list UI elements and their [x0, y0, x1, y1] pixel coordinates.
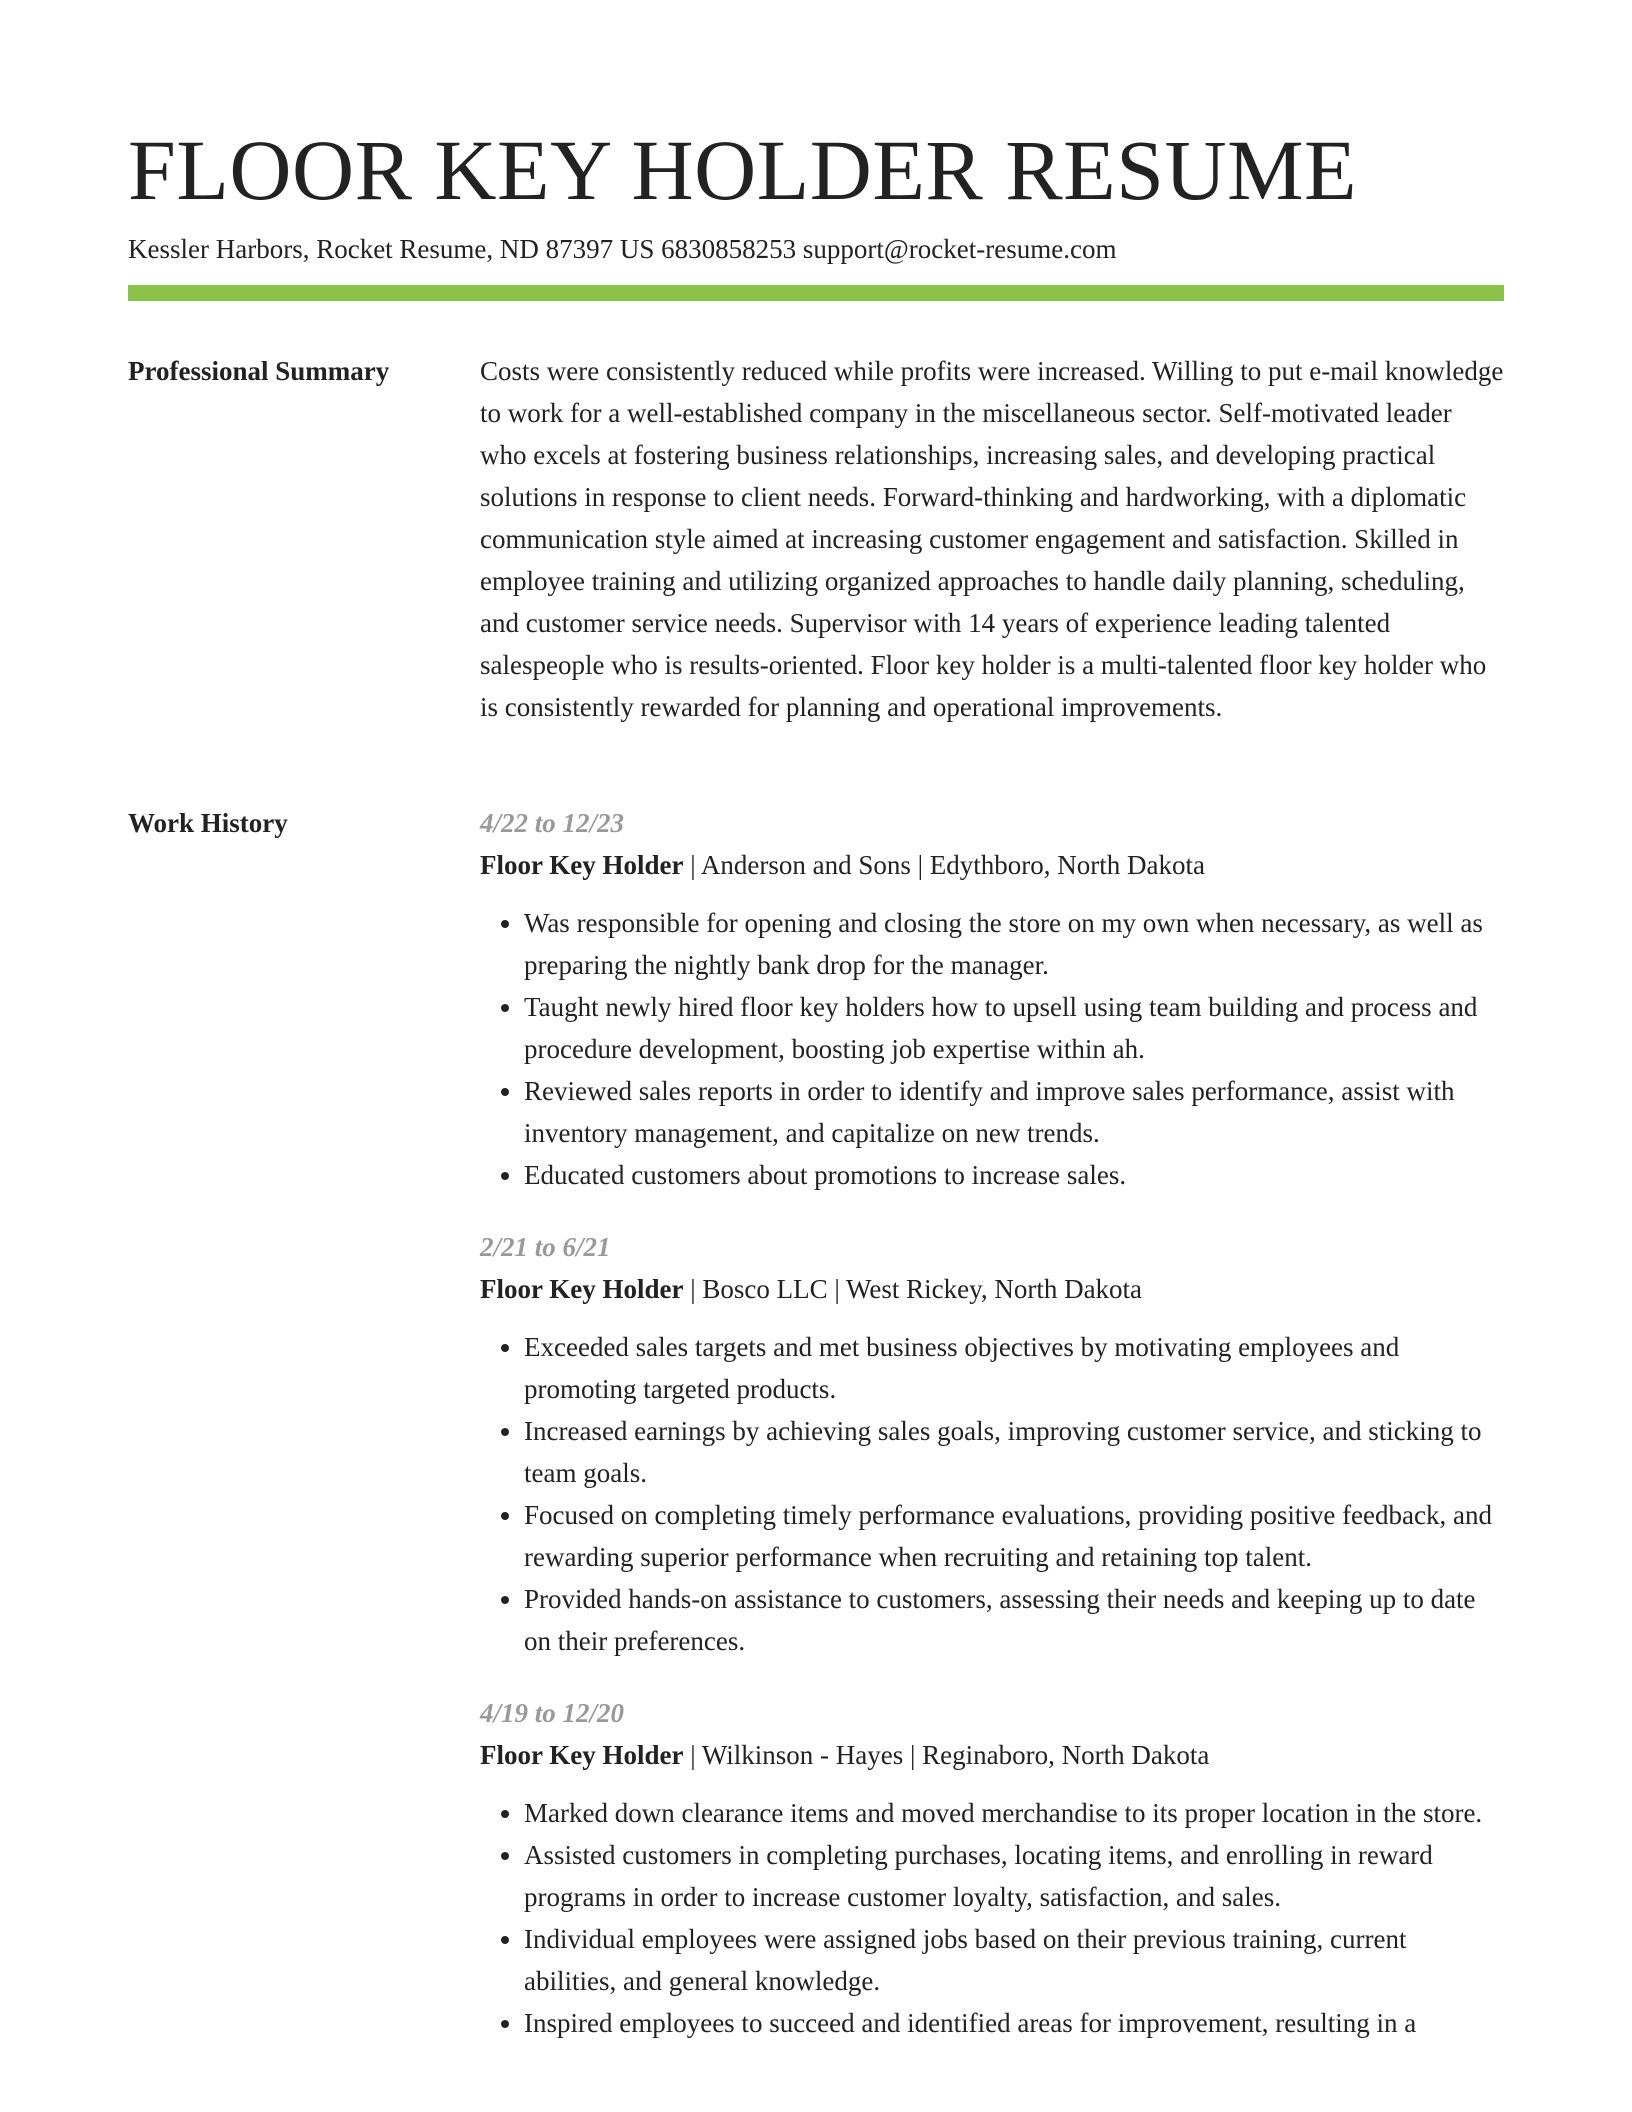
job-bullet: • Marked down clearance items and moved merchandise to its proper location in the store. [524, 1792, 1504, 1834]
accent-divider [128, 285, 1504, 301]
job-bullet: • Inspired employees to succeed and identified areas for improvement, resulting in a [524, 2002, 1504, 2044]
section-label-professional-summary: Professional Summary [128, 356, 390, 386]
job-bullet: • Assisted customers in completing purchases, locating items, and enrolling in reward programs in order to increase customer loyalty, satisfaction, and sales. [524, 1834, 1504, 1918]
job-heading [480, 1268, 1504, 1310]
job-date: 2/21 to 6/21 [480, 1232, 611, 1262]
job-employer-location: | Anderson and Sons | Edythboro, North Dakota [683, 850, 1205, 880]
job-employer-location: | Bosco LLC | West Rickey, North Dakota [683, 1274, 1143, 1304]
job-entry [480, 1692, 1504, 2044]
job-bullet: • Exceeded sales targets and met business objectives by motivating employees and promoting targeted products. [524, 1326, 1504, 1410]
job-title: Floor Key Holder [480, 850, 684, 880]
job-entry [480, 802, 1504, 1196]
job-bullet: • Provided hands-on assistance to customers, assessing their needs and keeping up to date on their preferences. [524, 1578, 1504, 1662]
work-history-section [480, 802, 1504, 2074]
job-bullet: • Focused on completing timely performance evaluations, providing positive feedback, and rewarding superior performance when recruiting and retaining top talent. [524, 1494, 1504, 1578]
resume-title: FLOOR KEY HOLDER RESUME [128, 122, 1358, 218]
job-heading [480, 844, 1504, 886]
section-label-work-history: Work History [128, 808, 288, 838]
job-bullet: • Reviewed sales reports in order to identify and improve sales performance, assist with inventory management, and capitalize on new trends. [524, 1070, 1504, 1154]
job-entry [480, 1226, 1504, 1662]
job-bullet: • Was responsible for opening and closing the store on my own when necessary, as well as preparing the nightly bank drop for the manager. [524, 902, 1504, 986]
job-title: Floor Key Holder [480, 1274, 684, 1304]
job-date: 4/19 to 12/20 [480, 1698, 625, 1728]
job-title: Floor Key Holder [480, 1740, 684, 1770]
professional-summary-section [480, 350, 1504, 728]
job-bullet: • Taught newly hired floor key holders how to upsell using team building and process and procedure development, boosting job expertise within ah. [524, 986, 1504, 1070]
summary-paragraph: Costs were consistently reduced while profits were increased. Willing to put e-mail knowledge to work for a well-established company in the miscellaneous sector. Self-motivated leader who excels at fostering business relationships, increasing sales, and developing practical solutions in response to client needs. Forward-thinking and hardworking, with a diplomatic communication style aimed at increasing customer engagement and satisfaction. Skilled in employee training and utilizing organized approaches to handle daily planning, scheduling, and customer service needs. Supervisor with 14 years of experience leading talented salespeople who is results-oriented. Floor key holder is a multi-talented floor key holder who is consistently rewarded for planning and operational improvements. [480, 356, 1504, 722]
job-bullet-list [480, 1792, 1504, 2044]
job-date: 4/22 to 12/23 [480, 808, 625, 838]
job-employer-location: | Wilkinson - Hayes | Reginaboro, North Dakota [683, 1740, 1210, 1770]
job-bullet-list [480, 902, 1504, 1196]
job-bullet: • Increased earnings by achieving sales goals, improving customer service, and sticking to team goals. [524, 1410, 1504, 1494]
job-bullet: • Educated customers about promotions to increase sales. [524, 1154, 1504, 1196]
job-bullet: • Individual employees were assigned jobs based on their previous training, current abilities, and general knowledge. [524, 1918, 1504, 2002]
contact-line: Kessler Harbors, Rocket Resume, ND 87397 US 6830858253 support@rocket-resume.com [128, 234, 1117, 264]
job-bullet-list [480, 1326, 1504, 1662]
job-heading [480, 1734, 1504, 1776]
